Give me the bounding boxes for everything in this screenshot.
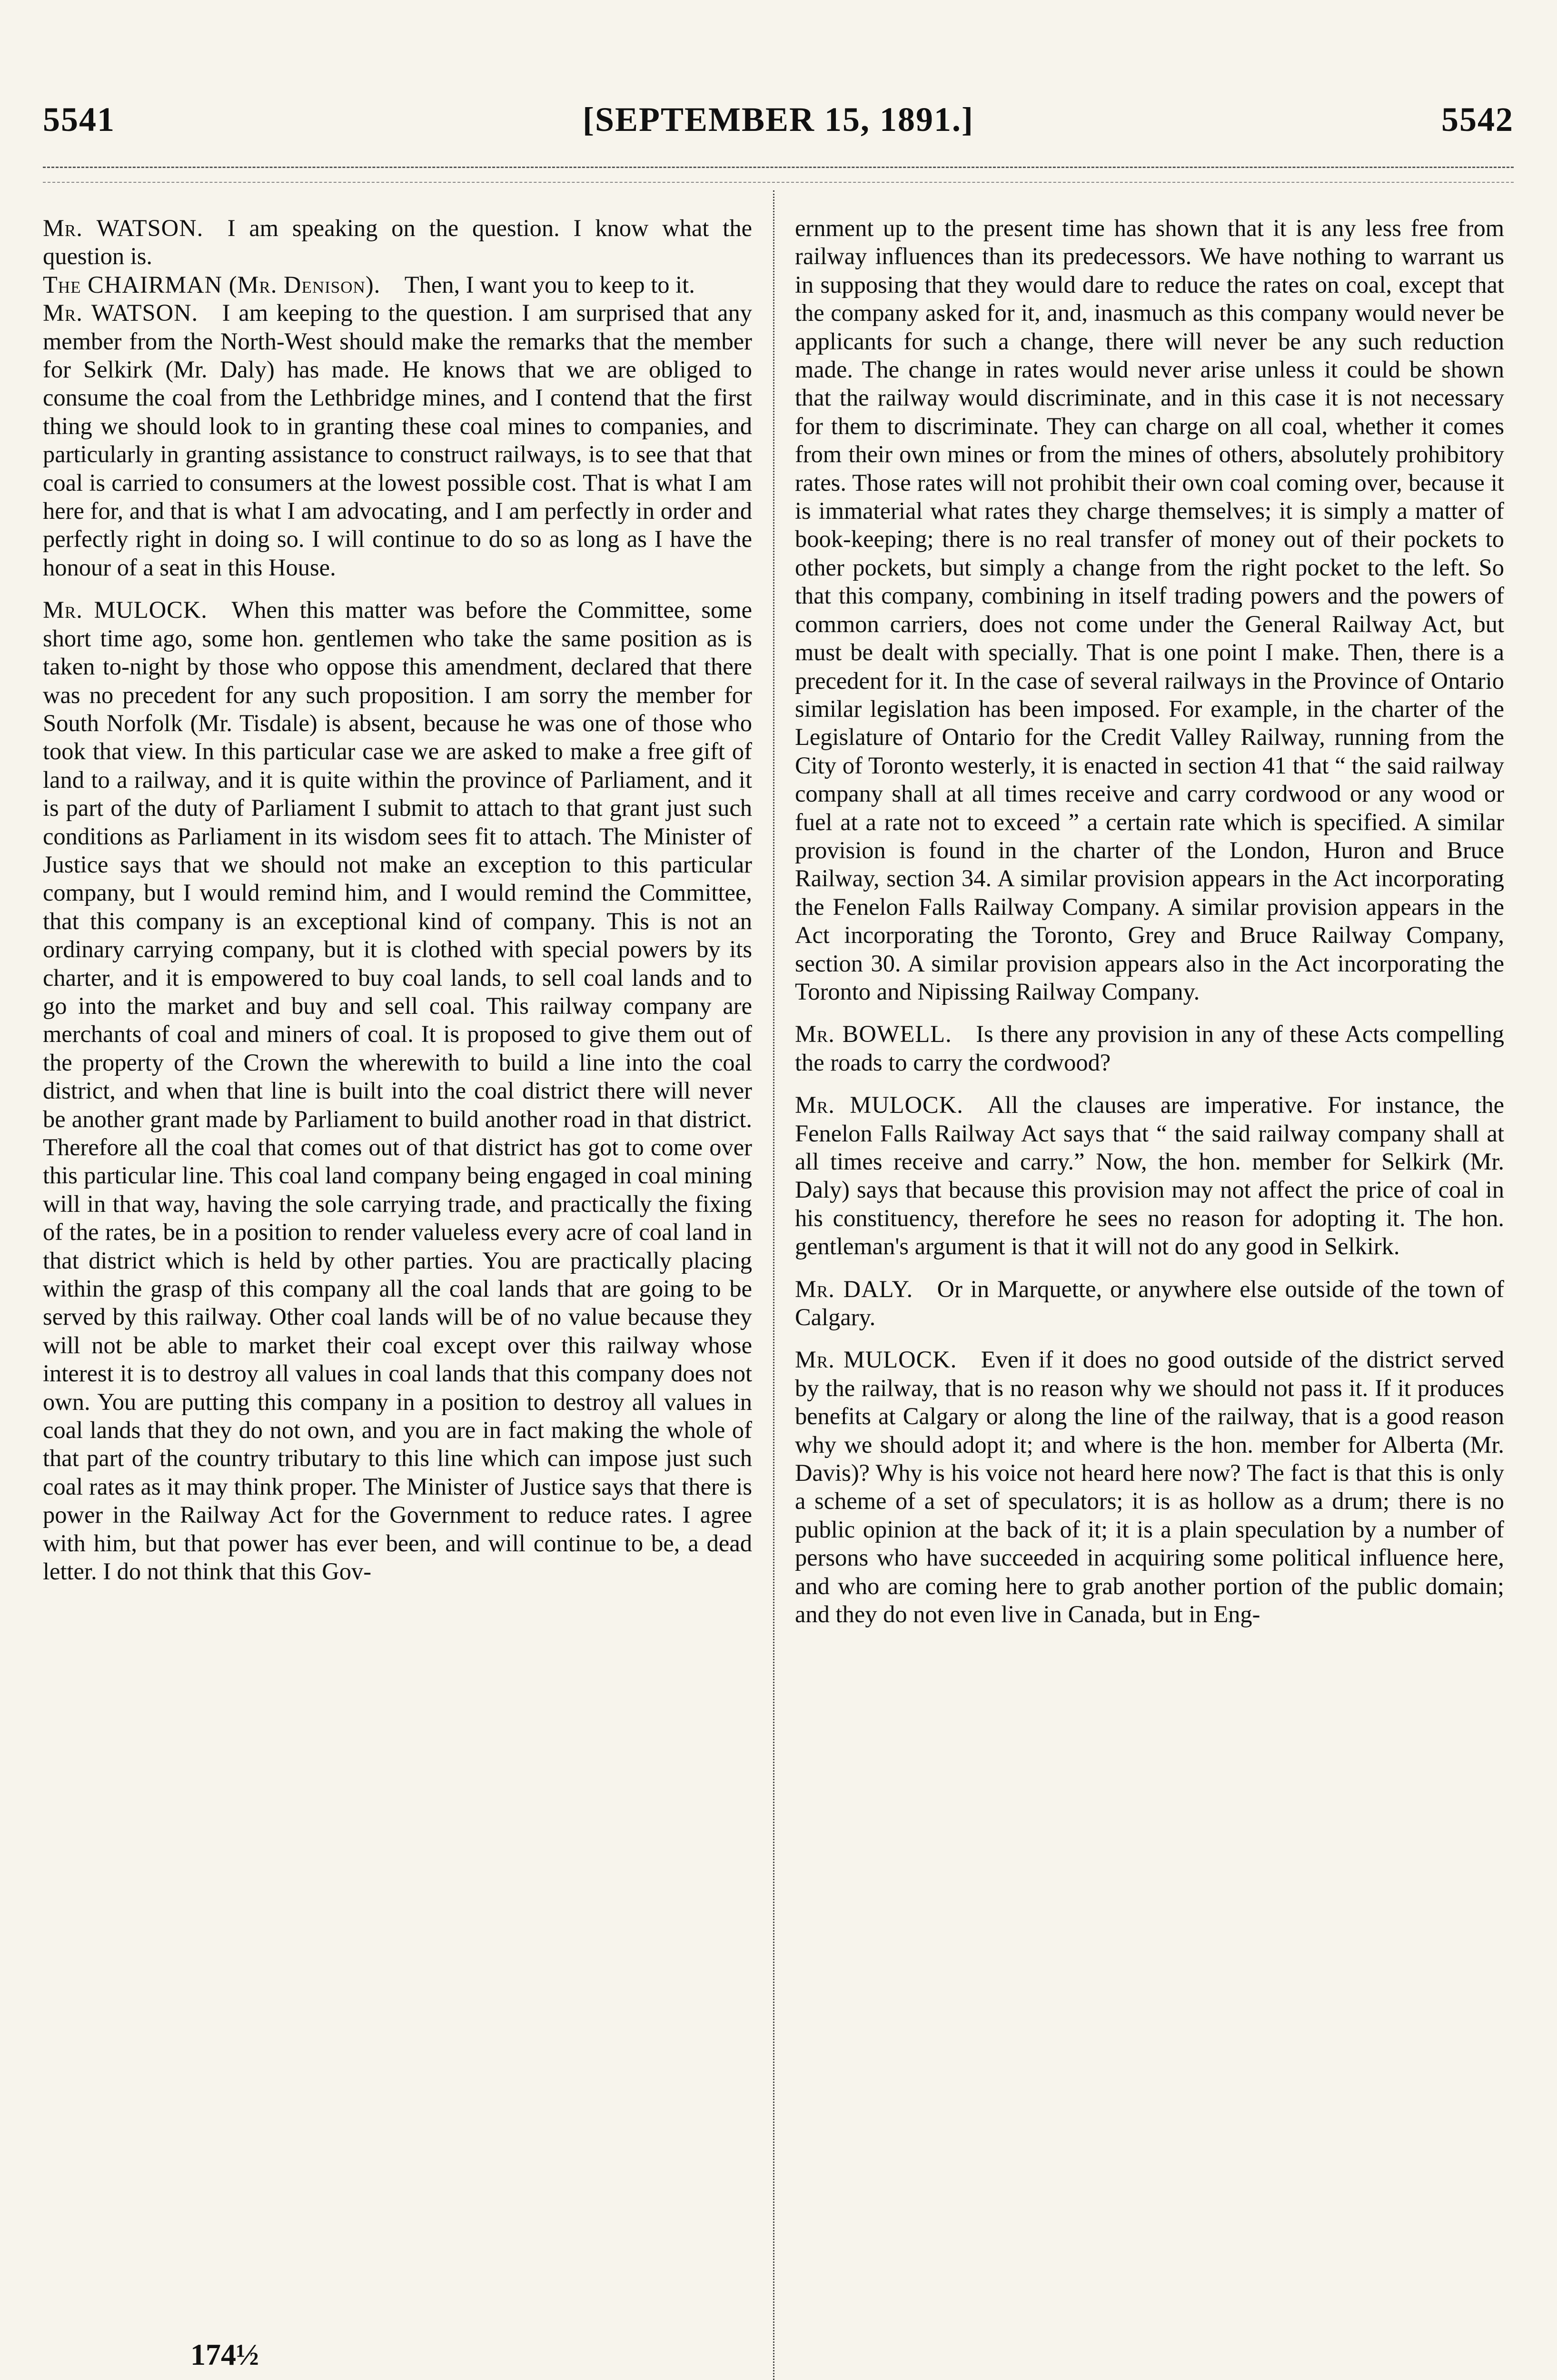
speech-paragraph — [43, 596, 752, 1586]
speech-paragraph — [43, 214, 752, 271]
hansard-page — [43, 71, 1514, 2380]
header-rule-secondary — [43, 182, 1514, 183]
column-divider — [773, 190, 774, 2380]
speaker-name: Mr. WATSON. — [43, 299, 198, 327]
speech-text: Is there any provision in any of these Acts compelling the roads to carry the cordwood? — [795, 1021, 1504, 1076]
speech-text: All the clauses are imperative. For instance, the Fenelon Falls Railway Act says that “ the said railway company shall at all times receive and carry.” Now, the hon. member for Selkirk (Mr. Daly) says that because this provision may not affect the price of coal in his constituency, therefore he sees no reason for adopting it. The hon. gentleman's argument is that it will not do any good in Selkirk. — [795, 1091, 1504, 1260]
signature-mark: 174½ — [190, 2338, 259, 2371]
speaker-name: Mr. WATSON. — [43, 215, 204, 241]
speech-paragraph — [795, 214, 1504, 1006]
speech-paragraph — [795, 1275, 1504, 1332]
speech-paragraph — [43, 299, 752, 582]
speaker-name: Mr. DALY. — [795, 1275, 913, 1302]
speech-text: When this matter was before the Committee, some short time ago, some hon. gentlemen who take the same position as is taken to-night by those who oppose this amendment, declared that there was no precedent for any such proposition. I am sorry the member for South Norfolk (Mr. Tisdale) is absent, because he was one of those who took that view. In this particular case we are asked to make a free gift of land to a railway, and it is quite within the province of Parliament, and it is part of the duty of Parliament I submit to attach to that grant just such conditions as Parliament in its wisdom sees fit to attach. The Minister of Justice says that we should not make an exception to this particular company, but I would remind him, and I would remind the Committee, that this company is an exceptional kind of company. This is not an ordinary carrying company, but it is clothed with special powers by its charter, and it is empowered to buy coal lands, to sell coal lands and to go into the market and buy and sell coal. This railway company are merchants of coal and miners of coal. It is proposed to give them out of the property of the Crown the wherewith to build a line into the coal district, and when that line is built into the coal district there will never be another grant made by Parliament to build another road in that district. Therefore all the coal that comes out of that district has got to come over this particular line. This coal land company being engaged in coal mining will in that way, having the sole carrying trade, and practically the fixing of the rates, be in a position to render valueless every acre of coal land in that district which is held by other parties. You are practically placing within the grasp of this company all the coal lands that are going to be served by this railway. Other coal lands will be of no value because they will not be able to market their coal except over this railway whose interest it is to destroy all values in coal lands that this company does not own. You are putting this company in a position to destroy all values in coal lands that they do not own, and you are in fact making the whole of that part of the country tributary to this line which can impose just such coal rates as it may think proper. The Minister of Justice says that there is power in the Railway Act for the Government to reduce rates. I agree with him, but that power has ever been, and will continue to be, a dead letter. I do not think that this Gov- — [43, 596, 752, 1585]
speech-text: Even if it does no good outside of the district served by the railway, that is no reason why we should not pass it. If it produces benefits at Calgary or along the line of the railway, that is a good reason why we should adopt it; and where is the hon. member for Alberta (Mr. Davis)? Why is his voice not heard here now? The fact is that this is only a scheme of a set of speculators; it is as hollow as a drum; there is no public opinion at the back of it; it is a plain speculation by a number of persons who have succeeded in acquiring some political influence here, and who are coming here to grab another portion of the public domain; and they do not even live in Canada, but in Eng- — [795, 1346, 1504, 1628]
right-column — [795, 214, 1504, 2356]
speech-text: I am keeping to the question. I am surprised that any member from the North-West should make the remarks that the member for Selkirk (Mr. Daly) has made. He knows that we are obliged to consume the coal from the Lethbridge mines, and I contend that the first thing we should look to in granting these coal mines to companies, and particularly in granting assistance to construct railways, is to see that that coal is carried to consumers at the lowest possible cost. That is what I am here for, and that is what I am advocating, and I am perfectly in order and perfectly right in doing so. I will continue to do so as long as I have the honour of a seat in this House. — [43, 299, 752, 581]
header-date: [SEPTEMBER 15, 1891.] — [582, 100, 974, 139]
speech-paragraph — [795, 1346, 1504, 1628]
speech-paragraph — [795, 1091, 1504, 1260]
page-number-right: 5542 — [1441, 100, 1514, 139]
page-header — [43, 100, 1514, 152]
speech-text: I am speaking on the question. I know what the question is. — [43, 215, 752, 270]
speech-text: Or in Marquette, or anywhere else outside of the town of Calgary. — [795, 1275, 1504, 1331]
speech-paragraph — [795, 1020, 1504, 1077]
page-number-left: 5541 — [43, 100, 115, 139]
speech-paragraph — [43, 271, 752, 299]
speaker-name: Mr. MULOCK. — [795, 1346, 957, 1373]
speaker-name: Mr. MULOCK. — [43, 596, 208, 624]
speech-text: ernment up to the present time has shown that it is any less free from railway influences than its predecessors. We have nothing to warrant us in supposing that they would dare to reduce the rates on coal, except that the company asked for it, and, inasmuch as this company would never be applicants for such a change, there will never be any such reduction made. The change in rates would never arise unless it could be shown that the railway would discriminate, and in this case it is not necessary for them to discriminate. They can charge on all coal, whether it comes from their own mines or from the mines of others, absolutely prohibitory rates. Those rates will not prohibit their own coal coming over, because it is immaterial what rates they charge themselves; it is simply a matter of book-keeping; there is no real transfer of money out of their pockets to other pockets, but simply a change from the right pocket to the left. So that this company, combining in itself trading powers and the powers of common carriers, does not come under the General Railway Act, but must be dealt with specially. That is one point I make. Then, there is a precedent for it. In the case of several railways in the Province of Ontario similar legislation has been imposed. For example, in the charter of the Legislature of Ontario for the Credit Valley Railway, running from the City of Toronto westerly, it is enacted in section 41 that “ the said railway company shall at all times receive and carry cordwood or any wood or fuel at a rate not to exceed ” a certain rate which is specified. A similar provision is found in the charter of the London, Huron and Bruce Railway, section 34. A similar provision appears in the Act incorporating the Fenelon Falls Railway Company. A similar provision appears in the Act incorporating the Toronto, Grey and Bruce Railway Company, section 30. A similar provision appears also in the Act incorporating the Toronto and Nipissing Railway Company. — [795, 215, 1504, 1005]
header-rule — [43, 167, 1514, 168]
speech-text: Then, I want you to keep to it. — [404, 271, 695, 298]
speaker-name: Mr. BOWELL. — [795, 1021, 952, 1048]
left-column — [43, 214, 752, 2356]
speaker-name: The CHAIRMAN (Mr. Denison). — [43, 271, 381, 298]
speaker-name: Mr. MULOCK. — [795, 1091, 963, 1119]
